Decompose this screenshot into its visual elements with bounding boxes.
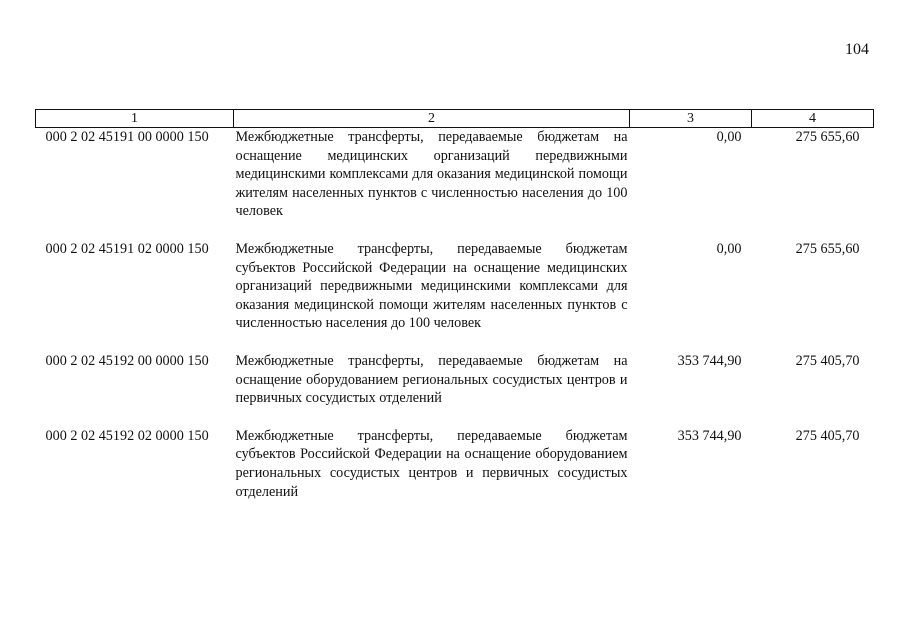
amount-col4-cell: 275 655,60 bbox=[795, 129, 860, 145]
table-row bbox=[36, 128, 874, 240]
column-header-2: 2 bbox=[234, 110, 630, 128]
header-row bbox=[36, 110, 874, 128]
description-cell: Межбюджетные трансферты, передаваемые бюджетам на оснащение медицинских организаций передвижными медицинскими комплексами для оказания медицинской помощи жителям населенных пунктов с численностью населения до 100 человек bbox=[235, 129, 628, 220]
budget-table bbox=[35, 109, 874, 501]
amount-col3-cell: 353 744,90 bbox=[677, 427, 742, 444]
amount-col3-cell: 0,00 bbox=[716, 240, 742, 257]
description-cell: Межбюджетные трансферты, передаваемые бюджетам субъектов Российской Федерации на оснащение медицинских организаций передвижными медицинскими комплексами для оказания медицинской помощи жителям населенных пунктов с численностью населения до 100 человек bbox=[235, 240, 628, 332]
page-number: 104 bbox=[845, 41, 869, 58]
table-row bbox=[36, 240, 874, 352]
amount-col4-cell: 275 405,70 bbox=[795, 427, 860, 444]
description-cell: Межбюджетные трансферты, передаваемые бюджетам на оснащение оборудованием региональных сосудистых центров и первичных сосудистых отделений bbox=[235, 352, 628, 407]
column-header-1: 1 bbox=[36, 110, 234, 128]
budget-code-cell: 000 2 02 45191 00 0000 150 bbox=[45, 129, 209, 145]
amount-col4-cell: 275 405,70 bbox=[795, 352, 860, 369]
column-header-3: 3 bbox=[630, 110, 752, 128]
budget-code-cell: 000 2 02 45192 02 0000 150 bbox=[45, 427, 209, 444]
amount-col3-cell: 0,00 bbox=[716, 129, 742, 145]
description-cell: Межбюджетные трансферты, передаваемые бюджетам субъектов Российской Федерации на оснащение оборудованием региональных сосудистых центров и первичных сосудистых отделений bbox=[235, 427, 628, 500]
table-row bbox=[36, 352, 874, 427]
table-header bbox=[36, 110, 874, 128]
budget-code-cell: 000 2 02 45191 02 0000 150 bbox=[45, 240, 209, 257]
amount-col3-cell: 353 744,90 bbox=[677, 352, 742, 369]
table-row bbox=[36, 427, 874, 501]
column-header-4: 4 bbox=[752, 110, 874, 128]
amount-col4-cell: 275 655,60 bbox=[795, 240, 860, 257]
budget-code-cell: 000 2 02 45192 00 0000 150 bbox=[45, 352, 209, 369]
